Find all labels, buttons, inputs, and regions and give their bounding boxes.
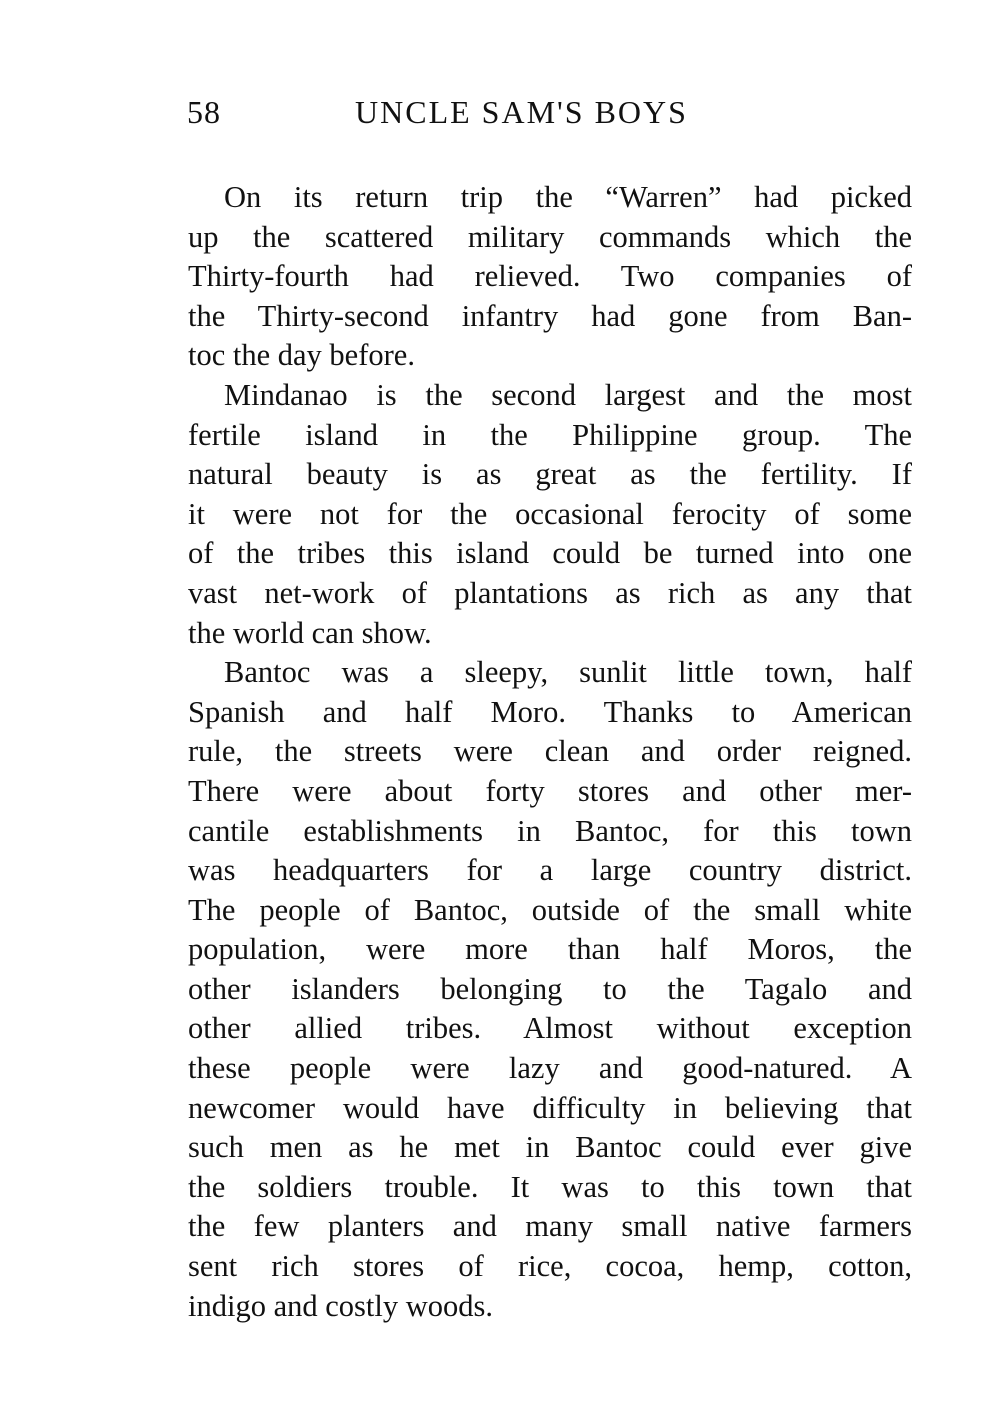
paragraph — [188, 653, 912, 1326]
text-line: of the tribes this island could be turned into one — [188, 536, 912, 571]
text-line: indigo and costly woods. — [188, 1288, 493, 1323]
text-line: The people of Bantoc, outside of the small white — [188, 892, 912, 927]
text-line: other islanders belonging to the Tagalo and — [188, 971, 912, 1006]
text-line: sent rich stores of rice, cocoa, hemp, cotton, — [188, 1249, 912, 1284]
text-line: the world can show. — [188, 615, 432, 650]
text-line: was headquarters for a large country district. — [188, 853, 912, 888]
text-line: On its return trip the “Warren” had picked — [224, 180, 912, 214]
text-line: cantile establishments in Bantoc, for this town — [188, 813, 912, 848]
page-number: 58 — [187, 94, 221, 130]
text-line: vast net-work of plantations as rich as any that — [188, 575, 912, 610]
text-line: such men as he met in Bantoc could ever give — [188, 1130, 912, 1165]
text-line: toc the day before. — [188, 338, 415, 373]
text-line: Thirty-fourth had relieved. Two companies of — [188, 259, 912, 294]
running-head: UNCLE SAM'S BOYS — [355, 94, 688, 130]
text-line: population, were more than half Moros, the — [188, 932, 912, 967]
text-line: Bantoc was a sleepy, sunlit little town, half — [224, 655, 912, 690]
text-line: the soldiers trouble. It was to this town that — [188, 1169, 912, 1204]
text-line: There were about forty stores and other mer- — [188, 773, 912, 808]
text-line: natural beauty is as great as the fertility. If — [188, 457, 912, 492]
text-line: up the scattered military commands which the — [188, 219, 912, 254]
text-line: fertile island in the Philippine group. The — [188, 417, 912, 452]
text-line: Mindanao is the second largest and the most — [224, 377, 912, 412]
text-line: it were not for the occasional ferocity of some — [188, 496, 912, 531]
text-line: the Thirty-second infantry had gone from Ban- — [188, 298, 912, 333]
text-line: rule, the streets were clean and order reigned. — [188, 734, 912, 769]
text-line: newcomer would have difficulty in believing that — [188, 1090, 912, 1125]
text-line: the few planters and many small native farmers — [188, 1209, 912, 1244]
page-header — [187, 94, 743, 138]
body-text — [188, 178, 912, 1326]
text-line: other allied tribes. Almost without exception — [188, 1011, 912, 1046]
text-line: Spanish and half Moro. Thanks to American — [188, 694, 912, 729]
text-line: these people were lazy and good-natured. A — [188, 1051, 912, 1086]
paragraph — [188, 376, 912, 653]
paragraph — [188, 178, 912, 376]
